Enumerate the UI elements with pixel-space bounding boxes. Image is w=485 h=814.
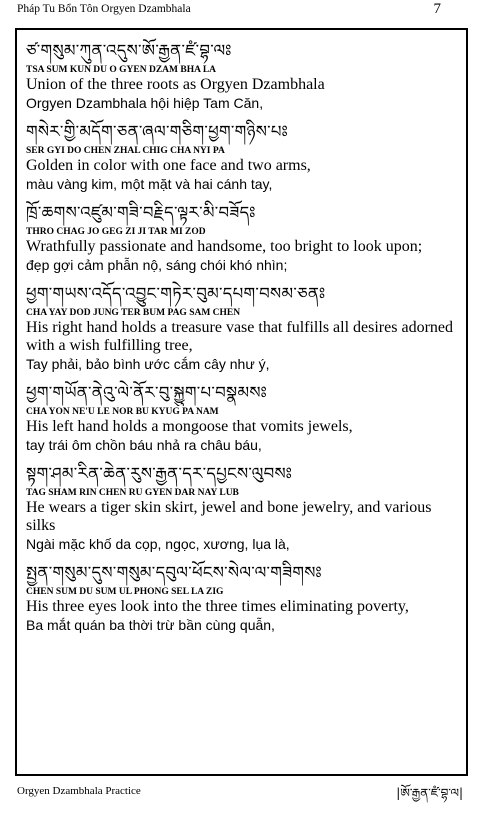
tibetan-line: གསེར་གྱི་མདོག་ཅན་ཞལ་གཅིག་ཕྱག་གཉིས་པཿ: [26, 122, 289, 141]
vietnamese-translation: tay trái ôm chồn báu nhả ra châu báu,: [26, 437, 262, 453]
english-translation: His left hand holds a mongoose that vomits jewels,: [26, 418, 353, 435]
tibetan-line: ཙ་གསུམ་ཀུན་འདུས་ཨོ་རྒྱན་ཛཾ་བྷ་ལཿ: [26, 41, 232, 60]
phonetic-line: CHA YAY DOD JUNG TER BUM PAG SAM CHEN: [26, 308, 241, 318]
phonetic-line: CHEN SUM DU SUM UL PHONG SEL LA ZIG: [26, 587, 224, 597]
running-footer-title: Orgyen Dzambhala Practice: [17, 785, 141, 797]
verse-list: [26, 38, 454, 641]
verse-5: [26, 380, 454, 454]
verse-3: [26, 200, 454, 274]
tibetan-line: ཕྱག་གཡོན་ནེའུ་ལེ་ནོར་བུ་སྐྱུག་པ་བསྣམསཿ: [26, 383, 268, 402]
english-translation: His three eyes look into the three times eliminating poverty,: [26, 598, 409, 615]
english-translation: Golden in color with one face and two arms,: [26, 157, 311, 174]
verse-4: [26, 281, 454, 373]
phonetic-line: THRO CHAG JO GEG ZI JI TAR MI ZOD: [26, 227, 206, 237]
english-translation: His right hand holds a treasure vase that fulfills all desires adorned with a wish fulfilling tree,: [26, 319, 453, 354]
footer-tibetan-title: |ཨོ་རྒྱན་ཛཾ་བྷ་ལ|: [396, 786, 463, 800]
tibetan-line: ཁྲོ་ཆགས་འཛུམ་གཟི་བརྗིད་ལྟར་མི་བཟོདཿ: [26, 203, 256, 222]
page-number: 7: [433, 1, 441, 17]
verse-2: [26, 119, 454, 193]
vietnamese-translation: đẹp gợi cảm phẫn nộ, sáng chói khó nhìn;: [26, 257, 288, 273]
tibetan-line: སྟག་ཤམ་རིན་ཆེན་རུས་རྒྱན་དར་དཔྱངས་ལུབསཿ: [26, 464, 293, 483]
phonetic-line: TAG SHAM RIN CHEN RU GYEN DAR NAY LUB: [26, 488, 239, 498]
vietnamese-translation: Ba mắt quán ba thời trừ bần cùng quẫn,: [26, 617, 275, 633]
vietnamese-translation: Tay phải, bảo bình ước cắm cây như ý,: [26, 356, 270, 372]
vietnamese-translation: màu vàng kim, một mặt và hai cánh tay,: [26, 176, 273, 192]
phonetic-line: TSA SUM KUN DU O GYEN DZAM BHA LA: [26, 65, 217, 75]
vietnamese-translation: Ngài mặc khố da cọp, ngọc, xương, lụa là,: [26, 536, 290, 552]
phonetic-line: SER GYI DO CHEN ZHAL CHIG CHA NYI PA: [26, 146, 225, 156]
tibetan-line: སྤྱན་གསུམ་དུས་གསུམ་དབུལ་ཕོངས་སེལ་ལ་གཟིགསཿ: [26, 563, 323, 582]
verse-1: [26, 38, 454, 112]
verse-7: [26, 560, 454, 634]
vietnamese-translation: Orgyen Dzambhala hội hiệp Tam Căn,: [26, 95, 264, 111]
english-translation: Wrathfully passionate and handsome, too bright to look upon;: [26, 238, 423, 255]
verse-6: [26, 461, 454, 553]
english-translation: Union of the three roots as Orgyen Dzambhala: [26, 76, 325, 93]
tibetan-line: ཕྱག་གཡས་འདོད་འབྱུང་གཏེར་བུམ་དཔག་བསམ་ཅནཿ: [26, 284, 326, 303]
english-translation: He wears a tiger skin skirt, jewel and bone jewelry, and various silks: [26, 499, 432, 534]
phonetic-line: CHA YON NE'U LE NOR BU KYUG PA NAM: [26, 407, 219, 417]
running-header-title: Pháp Tu Bổn Tôn Orgyen Dzambhala: [17, 3, 191, 15]
